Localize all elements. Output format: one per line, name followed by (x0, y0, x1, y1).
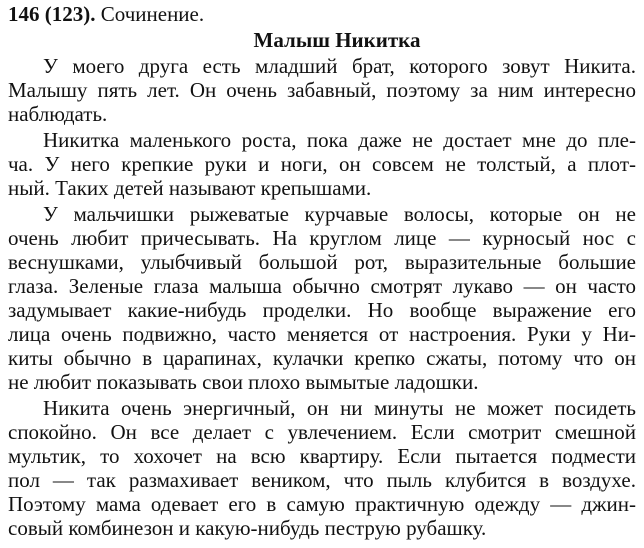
text-line: ча. У него крепкие руки и ноги, он совсем не толстый, а плот- (8, 152, 636, 176)
text-line: Поэтому мама одевает его в самую практичную одежду — джин- (8, 492, 636, 516)
text-line: глаза. Зеленые глаза малыша обычно смотрят лукаво — он часто (8, 274, 636, 298)
text-line: лица очень подвижно, часто меняется от настроения. Руки у Ни- (8, 322, 636, 346)
text-line: ный. Таких детей называют крепышами. (8, 176, 372, 200)
text-line: веснушками, улыбчивый большой рот, выразительные большие (8, 250, 636, 274)
text-line: У мальчишки рыжеватые курчавые волосы, которые он не (43, 202, 636, 226)
exercise-number: 146 (123). (8, 2, 96, 26)
text-line: пол — так размахивает веником, что пыль клубится в воздухе. (8, 468, 636, 492)
essay-title: Малыш Никитка (253, 28, 421, 52)
text-line: Малышу пять лет. Он очень забавный, поэтому за ним интересно (8, 78, 636, 102)
text-line: У моего друга есть младший брат, которого зовут Никита. (43, 54, 636, 78)
text-line: спокойно. Он все делает с увлечением. Если смотрит смешной (8, 420, 636, 444)
exercise-label: Сочинение. (95, 2, 205, 26)
text-line: очень любит причесывать. На круглом лице — курносый нос с (8, 226, 636, 250)
text-line: киты обычно в царапинах, кулачки крепко сжаты, потому что он (8, 346, 636, 370)
paragraph-2 (8, 128, 636, 200)
text-line: задумывает какие-нибудь проделки. Но вообще выражение его (8, 298, 636, 322)
paragraph-1 (8, 54, 636, 126)
exercise-header (8, 2, 636, 26)
text-line: Никита очень энергичный, он ни минуты не может посидеть (43, 396, 636, 420)
text-line: не любит показывать свои плохо вымытые ладошки. (8, 370, 479, 394)
text-line: совый комбинезон и какую-нибудь пеструю рубашку. (8, 516, 487, 540)
text-line: мультик, то хохочет на всю квартиру. Если пытается подмести (8, 444, 636, 468)
paragraph-4 (8, 396, 636, 540)
text-line: Никитка маленького роста, пока даже не достает мне до пле- (43, 128, 636, 152)
paragraph-3 (8, 202, 636, 394)
text-line: наблюдать. (8, 102, 108, 126)
